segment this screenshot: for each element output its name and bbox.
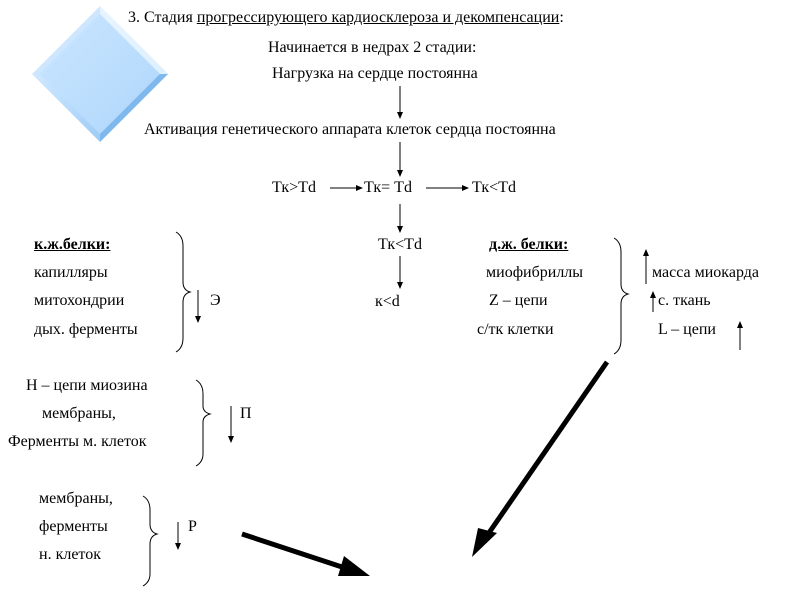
ratio-tk-lt-td-2: Тк<Td <box>378 236 422 253</box>
ratio-tk-lt-td: Тк<Td <box>472 179 516 196</box>
flow-line-1: Начинается в недрах 2 стадии: <box>268 39 477 56</box>
group-r-marker: Р <box>188 518 197 535</box>
title-suffix: : <box>559 9 564 26</box>
long-lived-effect: L – цепи <box>658 321 716 338</box>
long-lived-item: с/тк клетки <box>477 321 554 338</box>
ratio-tk-eq-td: Тк= Td <box>364 179 412 196</box>
thick-arrow-head <box>338 556 370 576</box>
long-lived-effect: масса миокарда <box>652 264 759 281</box>
group-p-item: Ферменты м. клеток <box>8 433 147 450</box>
thick-arrow <box>242 534 345 568</box>
ratio-tk-gt-td: Тк>Td <box>272 179 316 196</box>
short-lived-item: капилляры <box>34 264 108 281</box>
group-p-item: мембраны, <box>42 405 116 422</box>
group-r-item: мембраны, <box>39 490 113 507</box>
page-title <box>128 9 564 27</box>
brace <box>143 496 157 586</box>
short-lived-heading: к.ж.белки: <box>34 236 111 253</box>
flow-line-3: Активация генетического аппарата клеток сердца постоянна <box>144 121 556 138</box>
thick-arrow-head <box>472 528 497 557</box>
group-p-item: H – цепи миозина <box>26 377 148 394</box>
brace <box>196 380 210 466</box>
brace <box>614 238 628 354</box>
long-lived-heading: д.ж. белки: <box>489 236 569 253</box>
brace <box>176 232 190 352</box>
long-lived-item: миофибриллы <box>486 264 584 281</box>
group-p-marker: П <box>240 405 252 422</box>
short-lived-item: митохондрии <box>34 292 125 309</box>
long-lived-item: Z – цепи <box>489 292 548 309</box>
title-underlined: прогрессирующего кардиосклероза и декомпенсации <box>196 9 560 26</box>
title-prefix: 3. Стадия <box>128 9 197 26</box>
flow-line-2: Нагрузка на сердце постоянна <box>272 65 478 82</box>
group-r-item: ферменты <box>39 518 108 535</box>
long-lived-effect: с. ткань <box>658 292 711 309</box>
thick-arrow <box>484 362 607 540</box>
short-lived-item: дых. ферменты <box>34 321 138 338</box>
group-r-item: н. клеток <box>39 546 101 563</box>
ratio-k-lt-d: к<d <box>375 293 400 310</box>
short-lived-marker: Э <box>210 292 221 309</box>
